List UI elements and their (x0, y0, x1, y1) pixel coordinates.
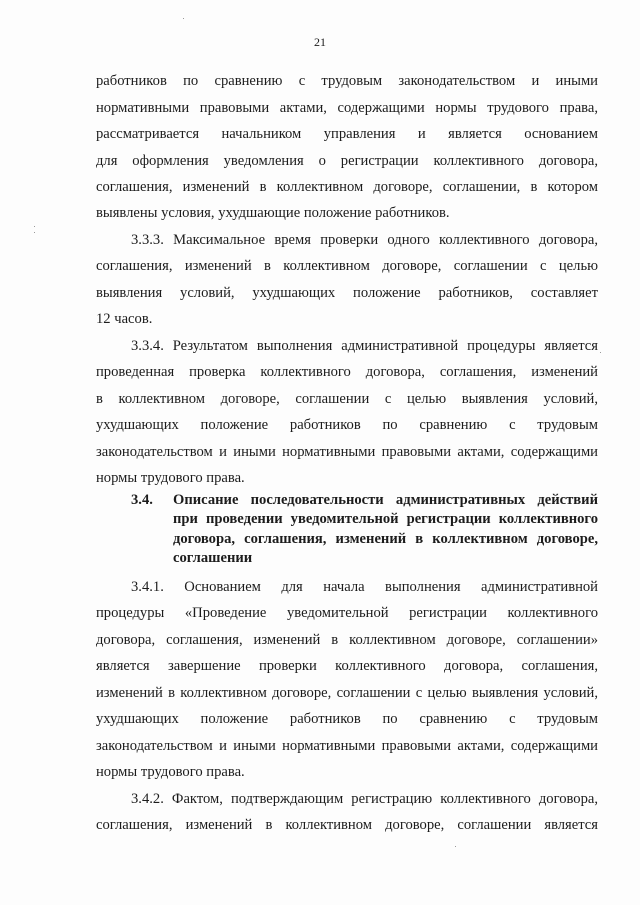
paragraph-3-line: ухудшающих положение работников по сравнению с трудовым (96, 417, 598, 433)
paragraph-4-line: ухудшающих положение работников по сравнению с трудовым (96, 711, 598, 727)
section-heading-line: соглашении (173, 550, 253, 566)
paragraph-4-line: законодательством и иными нормативными правовыми актами, содержащими (96, 738, 598, 754)
section-heading-line: Описание последовательности административных действий (173, 492, 598, 508)
paragraph-4-line: является завершение проверки коллективного договора, соглашения, (96, 658, 598, 674)
section-heading-line: при проведении уведомительной регистрации коллективного (173, 511, 598, 527)
paragraph-5-line: 3.4.2. Фактом, подтверждающим регистрацию коллективного договора, (131, 791, 598, 807)
paragraph-2-line: выявления условий, ухудшающих положение работников, составляет (96, 285, 598, 301)
scan-speck (455, 846, 456, 847)
section-heading-line: договора, соглашения, изменений в коллективном договоре, (173, 531, 598, 547)
paragraph-1-line: выявлены условия, ухудшающие положение работников. (96, 205, 450, 221)
paragraph-3-line: проведенная проверка коллективного договора, соглашения, изменений (96, 364, 598, 380)
paragraph-1-line: нормативными правовыми актами, содержащими нормы трудового права, (96, 100, 598, 116)
paragraph-1-line: рассматривается начальником управления и является основанием (96, 126, 598, 142)
paragraph-3-line: законодательством и иными нормативными правовыми актами, содержащими (96, 444, 598, 460)
section-heading-number: 3.4. (131, 492, 153, 508)
paragraph-3-line: нормы трудового права. (96, 470, 245, 486)
paragraph-5-line: соглашения, изменений в коллективном договоре, соглашении является (96, 817, 598, 833)
paragraph-4-line: договора, соглашения, изменений в коллективном договоре, соглашении» (96, 632, 598, 648)
paragraph-2-line: 12 часов. (96, 311, 153, 327)
paragraph-1-line: соглашения, изменений в коллективном договоре, соглашении, в котором (96, 179, 598, 195)
scan-speck (600, 352, 601, 353)
scan-speck (34, 226, 35, 227)
paragraph-4-line: изменений в коллективном договоре, соглашении с целью выявления условий, (96, 685, 598, 701)
paragraph-1-line: работников по сравнению с трудовым законодательством и иными (96, 73, 598, 89)
paragraph-3-line: в коллективном договоре, соглашении с целью выявления условий, (96, 391, 598, 407)
paragraph-2-line: соглашения, изменений в коллективном договоре, соглашении с целью (96, 258, 598, 274)
paragraph-4-line: процедуры «Проведение уведомительной регистрации коллективного (96, 605, 598, 621)
page-number: 21 (314, 35, 326, 49)
scan-speck (183, 18, 184, 19)
paragraph-3-line: 3.3.4. Результатом выполнения административной процедуры является (131, 338, 598, 354)
paragraph-1-line: для оформления уведомления о регистрации коллективного договора, (96, 153, 598, 169)
paragraph-4-line: нормы трудового права. (96, 764, 245, 780)
paragraph-2-line: 3.3.3. Максимальное время проверки одного коллективного договора, (131, 232, 598, 248)
paragraph-4-line: 3.4.1. Основанием для начала выполнения административной (131, 579, 598, 595)
scan-speck (34, 232, 35, 233)
